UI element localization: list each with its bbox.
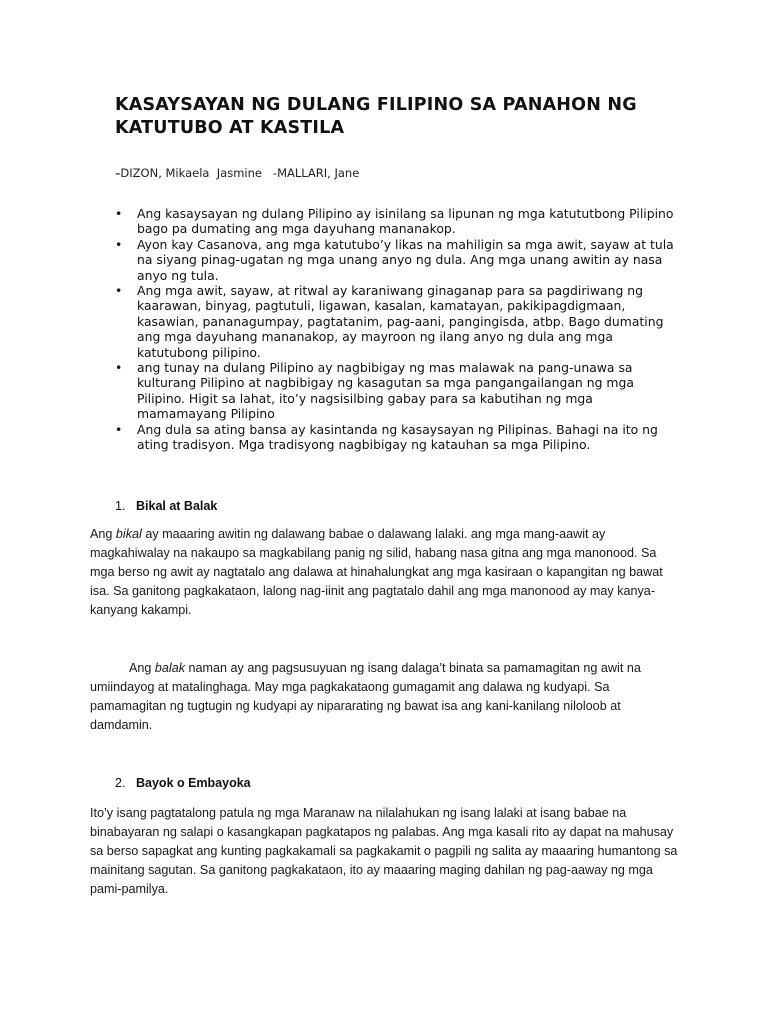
bullet-icon: •	[115, 206, 123, 221]
paragraph-balak	[90, 659, 680, 735]
section-heading-bikal-at-balak	[115, 499, 217, 513]
list-item-text: Ang mga awit, sayaw, at ritwal ay karaniwang ginaganap para sa pagdiriwang ng kaarawan, binyag, pagtutuli, ligawan, kasalan, kamatayan, pakikipagdigmaan, kasawian, pananagumpay, pagtatanim, pag-aani, pangingisda, atbp. Bago dumating ang mga dayuhang mananakop, ay mayroon ng ilang anyo ng dula ang mga katutubong pilipino.	[137, 283, 664, 360]
list-item	[115, 360, 675, 422]
term-bikal: bikal	[115, 527, 142, 541]
list-item-text: ang tunay na dulang Pilipino ay nagbibigay ng mas malawak na pang-unawa sa kulturang Pilipino at nagbibigay ng kasagutan sa mga pangangailangan ng mga Pilipino. Higit sa lahat, ito’y nagsisilbing gabay para sa kabutihan ng mga mamamayang Pilipino	[137, 360, 634, 422]
bullet-icon: •	[115, 283, 123, 299]
paragraph-lead: Ang	[129, 661, 155, 675]
authors-line	[115, 164, 359, 182]
bullet-list	[115, 206, 675, 453]
list-item	[115, 237, 675, 283]
list-item	[115, 206, 675, 237]
document-title: KASAYSAYAN NG DULANG FILIPINO SA PANAHON NG KATUTUBO AT KASTILA	[115, 95, 637, 138]
section-title: Bikal at Balak	[136, 499, 218, 513]
list-item	[115, 283, 675, 360]
paragraph-body: ay maaaring awitin ng dalawang babae o dalawang lalaki. ang mga mang-aawit ay magkahiwalay na nakaupo sa magkabilang panig ng silid, habang nasa gitna ang mga manonood. Sa mga berso ng awit ay nagtatalo ang dalawa at hinahalungkat ang mga kasiraan o kapangitan ng bawat isa. Sa ganitong pagkakataon, lalong nag-iinit ang pagtatalo dahil ang mga manonood ay may kanya-kanyang kakampi.	[90, 527, 663, 618]
section-title: Bayok o Embayoka	[136, 776, 251, 790]
bullet-icon: •	[115, 360, 123, 376]
bullet-icon: •	[115, 236, 123, 252]
section-number: 1.	[115, 499, 126, 513]
paragraph-bikal	[90, 525, 680, 620]
section-heading-bayok-o-embayoka	[115, 776, 251, 790]
bullet-icon: •	[115, 421, 123, 437]
section-number: 2.	[115, 776, 126, 790]
list-item-text: Ang kasaysayan ng dulang Pilipino ay isinilang sa lipunan ng mga katututbong Pilipino bago pa dumating ang mga dayuhang mananakop.	[137, 206, 674, 237]
list-item-text: Ang dula sa ating bansa ay kasintanda ng kasaysayan ng Pilipinas. Bahagi na ito ng ating tradisyon. Mga tradisyong nagbibigay ng katauhan sa mga Pilipino.	[137, 421, 658, 453]
paragraph-body: naman ay ang pagsusuyuan ng isang dalaga’t binata sa pamamagitan ng awit na umiindayog at matalinghaga. May mga pagkakataong gumagamit ang dalawa ng kudyapi. Sa pamamagitan ng tugtugin ng kudyapi ay nipararating ng bawat isa ang kani-kanilang niloloob at damdamin.	[90, 661, 641, 733]
authors-dash: -	[115, 164, 121, 182]
authors-text: DIZON, Mikaela Jasmine -MALLARI, Jane	[120, 166, 360, 180]
list-item	[115, 422, 675, 453]
term-balak: balak	[154, 661, 186, 675]
paragraph-bayok: Ito’y isang pagtatalong patula ng mga Maranaw na nilalahukan ng isang lalaki at isang babae na binabayaran ng salapi o kasangkapan pagkatapos ng palabas. Ang mga kasali rito ay dapat na mahusay sa berso sapagkat ang kunting pagkakamali sa pagkakamit o pagpili ng salita ay maaaring humantong sa mainitang sagutan. Sa ganitong pagkakataon, ito ay maaaring maging dahilan ng pag-aaway ng mga pami-pamilya.	[90, 806, 678, 897]
paragraph-lead: Ang	[90, 527, 116, 541]
list-item-text: Ayon kay Casanova, ang mga katutubo’y likas na mahiligin sa mga awit, sayaw at tula na siyang pinag-ugatan ng mga unang anyo ng dula. Ang mga unang awitin ay nasa anyo ng tula.	[137, 236, 674, 283]
